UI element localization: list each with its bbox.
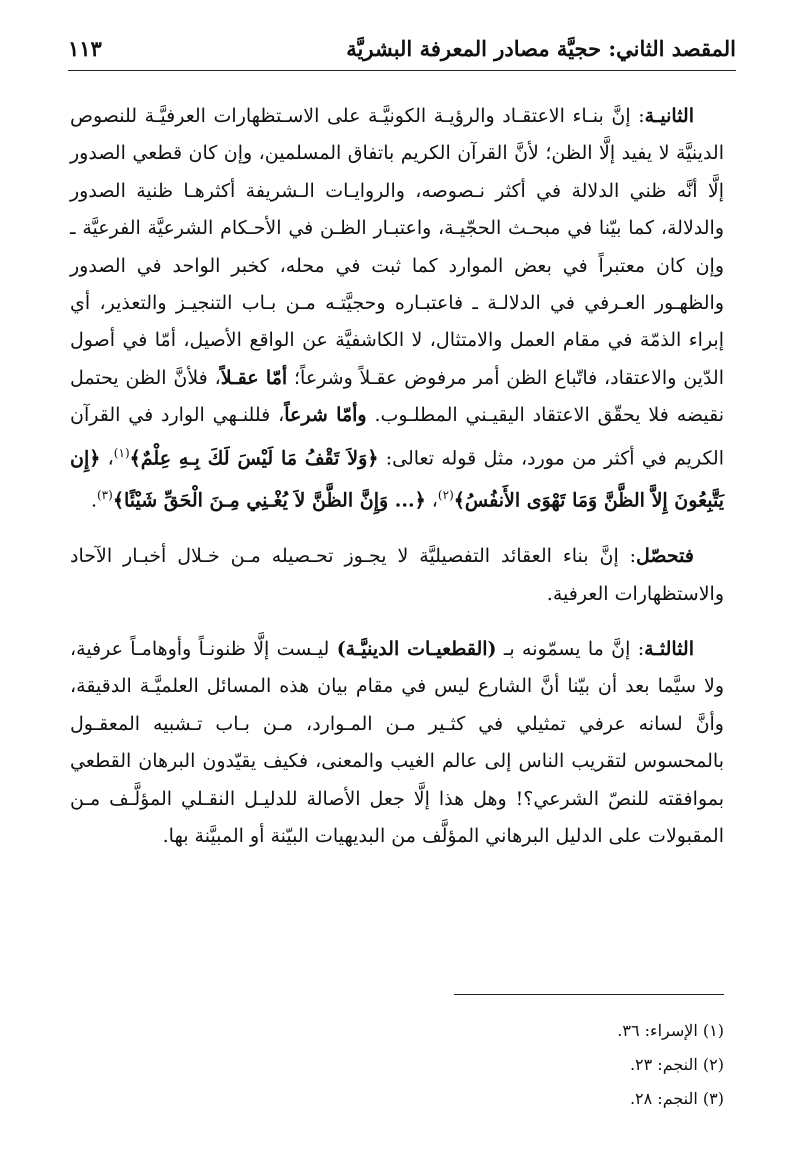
paragraph-second-point xyxy=(70,98,724,520)
running-header xyxy=(68,28,736,68)
quran-verse: ﴿... وَإِنَّ الظَّنَّ لاَ يُغْـنِي مِـنَ الْحَقِّ شَيْئًا﴾ xyxy=(112,489,426,512)
paragraph-end: . xyxy=(90,489,97,512)
quran-verse: ﴿إِن يَتَّبِعُونَ إِلاَّ الظَّنَّ وَمَا تَهْوَى الأَنفُسُ﴾ xyxy=(70,446,724,512)
footnote-1: (١) الإسراء: ٣٦. xyxy=(617,1021,724,1040)
paragraph-text: ، فللنـهي الوارد في القرآن الكريم في أكثر من مورد، مثل قوله تعالى: xyxy=(70,404,725,469)
header-divider xyxy=(68,70,736,71)
footnotes xyxy=(324,1014,724,1116)
paragraph-lead: الثالثـة xyxy=(644,637,694,660)
paragraph-conclusion xyxy=(70,538,724,613)
separator: ، xyxy=(425,489,438,512)
separator: ، xyxy=(100,446,114,469)
running-title: المقصد الثاني: حجيَّة مصادر المعرفة البشريَّة xyxy=(346,35,736,61)
paragraph-text: : إنَّ بنـاء الاعتقـاد والرؤيـة الكونيَّـة على الاسـتظهارات العرفيَّـة للنصوص الدينيَّة لا يفيد إلَّا الظن؛ لأنَّ القرآن الكريم باتفاق المسلمين، وإن كان قطعي الصدور إلَّا أنَّه ظني الدلالة في أكثر نـصوصه، والروايـات الـشريفة أكثرهـا ظنية الصدور والدلالة، كما بيّنا في مبحـث الحجّيـة، واعتبـار الظـن في الأحـكام الشرعيَّة الفرعيَّة ـ وإن كان معتبراً في بعض الموارد كما ثبت في محله، كخبر الواحد في الصدور والظهـور العـرفي في الدلالـة ـ فاعتبـاره وحجيَّتـه مـن بـاب التنجيـز والتعذير، أي إبراء الذمّة في مقام العمل والامتثال، لا الكاشفيَّة عن الواقع الأصيل، أمّا في أصول الدّين والاعتقاد، فاتّباع الظن أمر مرفوض عقـلاً وشرعاً؛ xyxy=(70,105,725,389)
paragraph-text: : إنَّ ما يسمّونه بـ xyxy=(496,637,645,660)
page-number: ١١٣ xyxy=(68,35,102,61)
footnote-2: (٢) النجم: ٢٣. xyxy=(629,1055,724,1074)
footnote-3: (٣) النجم: ٢٨. xyxy=(629,1089,724,1108)
emphasis-text: أمّا عقـلاً xyxy=(220,366,288,389)
paragraph-text: : إنَّ بناء العقائد التفصيليَّة لا يجـوز تحـصيله مـن خـلال أخبـار الآحاد والاستظهارات العرفية. xyxy=(70,545,724,605)
emphasis-text: (القطعيـات الدينيَّـة) xyxy=(336,637,497,660)
paragraph-text: ليـست إلَّا ظنونـاً وأوهامـاً عرفية، ولا سيَّما بعد أن بيّنا أنَّ الشارع ليس في مقام بيان هذه المسائل العلميَّـة الدقيقة، وأنَّ لسانه عرفي تمثيلي في كثـير مـن المـوارد، مـن بـاب تـشبيه المعقـول بالمحسوس لتقريب الناس إلى عالم الغيب والمعنى، فكيف يقيّدون البرهان القطعي بموافقته للنصّ الشرعي؟! وهل هذا إلَّا جعل الأصالة للدليـل النقـلي المؤلَّـف مـن المقبولات على الدليل البرهاني المؤلَّف من البديهيات البيّنة أو المبيَّنة بها. xyxy=(70,637,724,847)
paragraph-lead: فتحصّل xyxy=(636,545,694,568)
footnote-ref[interactable]: (٣) xyxy=(96,488,113,503)
paragraph-text: ، فلأنَّ الظن يحتمل نقيضه فلا يحقّق الاعتقاد اليقيـني المطلـوب. xyxy=(70,366,725,427)
footnote-ref[interactable]: (٢) xyxy=(437,488,454,503)
paragraph-third-point xyxy=(70,631,724,855)
footnote-ref[interactable]: (١) xyxy=(113,445,130,460)
quran-verse: ﴿وَلاَ تَقْفُ مَا لَيْسَ لَكَ بِـهِ عِلْمٌ﴾ xyxy=(129,446,379,469)
paragraph-lead: الثانيـة xyxy=(644,105,694,127)
emphasis-text: وأمّا شرعاً xyxy=(284,404,367,427)
main-text xyxy=(70,98,724,855)
footnote-divider xyxy=(454,994,724,995)
